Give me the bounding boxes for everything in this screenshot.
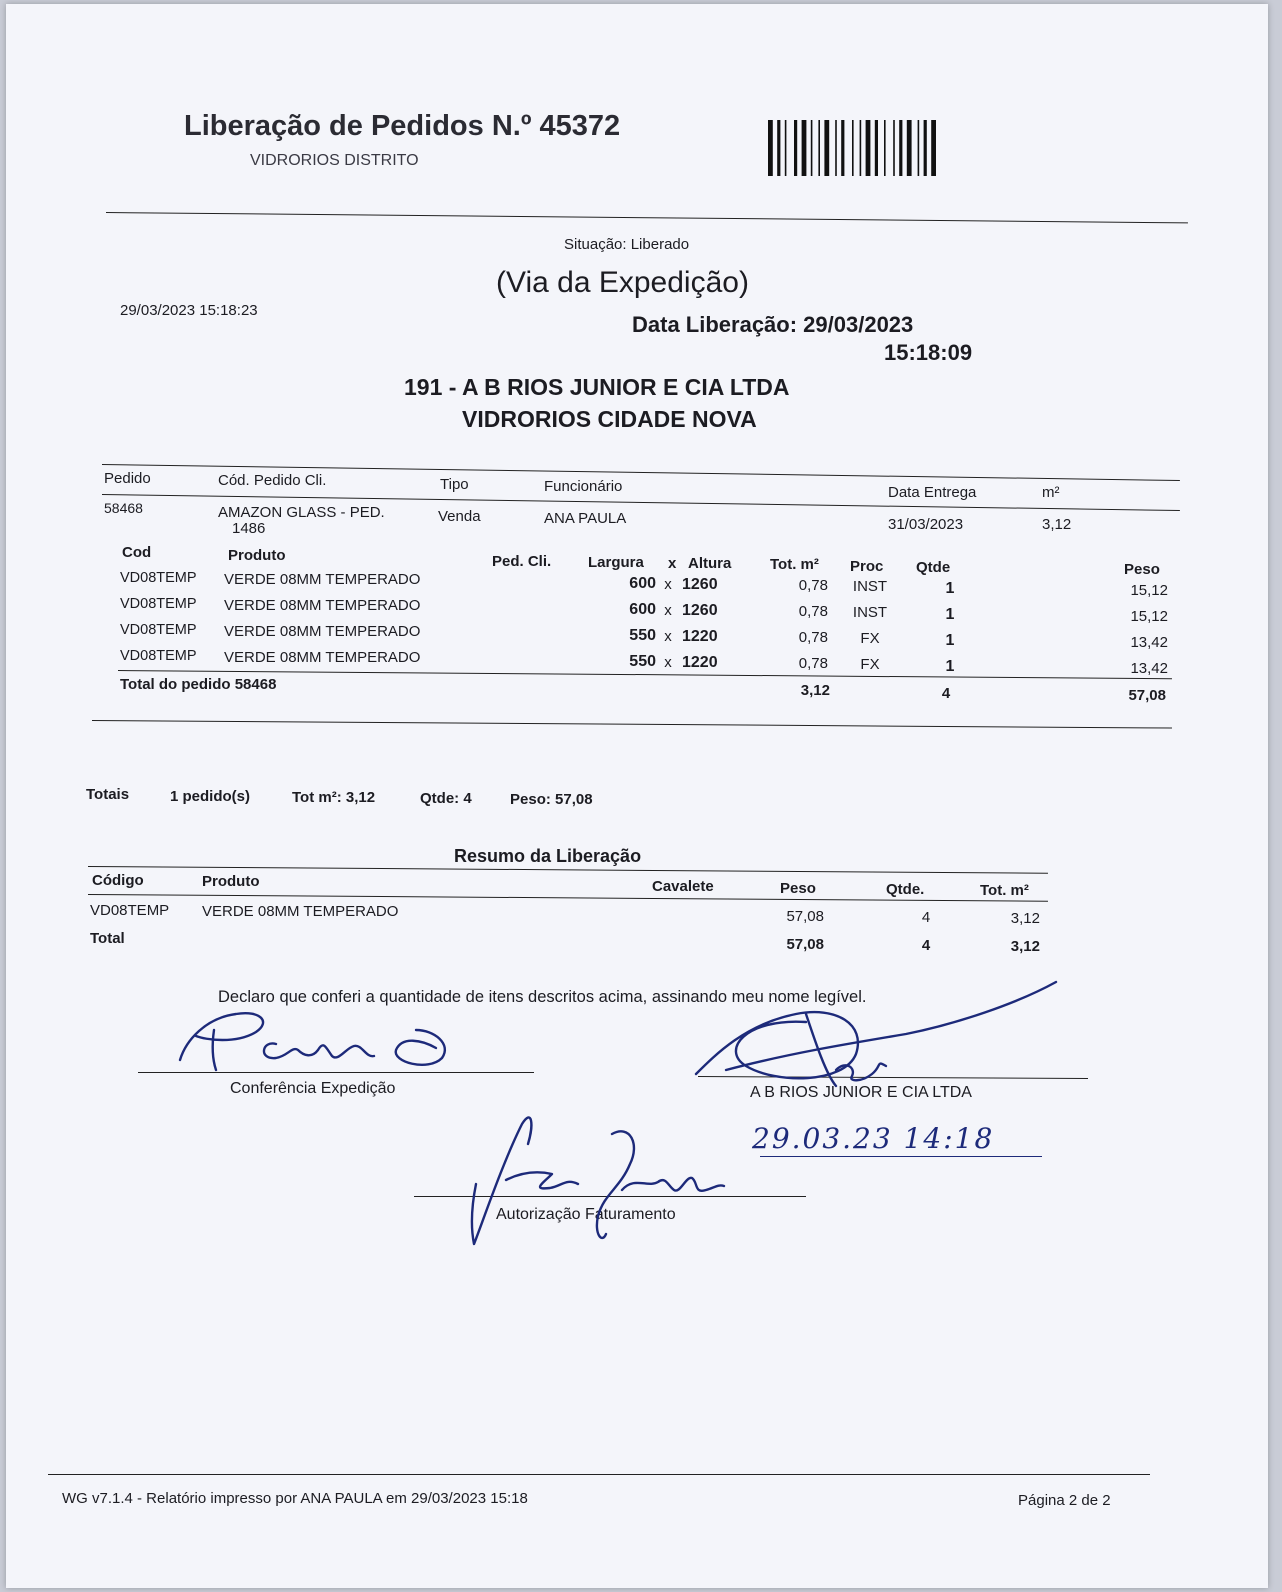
- item-cod: VD08TEMP: [120, 570, 197, 586]
- item-header-largura: Largura: [588, 554, 644, 571]
- item-header-x: x: [668, 555, 677, 572]
- document-page: [6, 4, 1268, 1588]
- signature-label-left: Conferência Expedição: [230, 1080, 396, 1097]
- item-header-proc: Proc: [850, 558, 884, 575]
- item-altura: 1220: [682, 654, 718, 671]
- summary-total-qtde: 4: [921, 937, 931, 954]
- barcode-bar: [852, 120, 854, 176]
- order-employee: ANA PAULA: [544, 510, 627, 527]
- signature-company: [686, 974, 1086, 1104]
- barcode-bar: [860, 120, 862, 176]
- order-section-end-rule: [92, 720, 1172, 729]
- item-tot-m2: 0,78: [798, 577, 828, 594]
- barcode-bar: [835, 120, 837, 176]
- item-cod: VD08TEMP: [120, 648, 197, 664]
- item-peso: 13,42: [1130, 634, 1168, 651]
- order-type: Venda: [438, 508, 481, 525]
- order-number: 58468: [104, 500, 143, 516]
- item-produto: VERDE 08MM TEMPERADO: [224, 597, 421, 614]
- barcode-bar: [841, 120, 844, 176]
- col-header-tipo: Tipo: [440, 476, 469, 493]
- footer-report-info: WG v7.1.4 - Relatório impresso por ANA PAULA em 29/03/2023 15:18: [62, 1490, 528, 1507]
- item-qtde: 1: [945, 658, 955, 675]
- barcode: [768, 120, 958, 176]
- item-qtde: 1: [945, 632, 955, 649]
- totals-qtde: Qtde: 4: [420, 790, 472, 807]
- release-date: Data Liberação: 29/03/2023: [632, 312, 914, 337]
- signature-autorizacao: [462, 1104, 732, 1254]
- col-header-data-entrega: Data Entrega: [888, 484, 977, 501]
- item-header-altura: Altura: [688, 555, 732, 572]
- summary-header-cavalete: Cavalete: [652, 878, 714, 895]
- signature-label-bottom: Autorização Faturamento: [496, 1206, 676, 1223]
- item-x: x: [664, 602, 672, 619]
- item-peso: 13,42: [1130, 660, 1168, 677]
- barcode-bar: [875, 120, 878, 176]
- summary-header-codigo: Código: [92, 872, 144, 889]
- barcode-bar: [785, 120, 787, 176]
- item-tot-m2: 0,78: [798, 629, 828, 646]
- via-title: (Via da Expedição): [496, 266, 749, 299]
- item-header-qtde: Qtde: [916, 559, 951, 576]
- summary-total-tot-m2: 3,12: [1010, 938, 1040, 955]
- barcode-bar: [794, 120, 797, 176]
- barcode-bar: [893, 120, 895, 176]
- barcode-bar: [866, 120, 871, 176]
- summary-row-tot-m2: 3,12: [1010, 910, 1040, 927]
- footer-page-number: Página 2 de 2: [1018, 1492, 1111, 1509]
- summary-row-produto: VERDE 08MM TEMPERADO: [202, 903, 399, 920]
- col-header-pedido: Pedido: [104, 470, 151, 487]
- barcode-bar: [802, 120, 807, 176]
- order-delivery-date: 31/03/2023: [888, 516, 964, 533]
- item-proc: INST: [852, 578, 888, 595]
- order-total-m2: 3,12: [800, 682, 830, 699]
- item-qtde: 1: [945, 606, 955, 623]
- item-altura: 1260: [682, 602, 718, 619]
- item-proc: FX: [860, 630, 880, 647]
- item-peso: 15,12: [1130, 582, 1168, 599]
- col-header-cod-cli: Cód. Pedido Cli.: [218, 472, 327, 489]
- handwritten-datetime: 29.03.23 14:18: [752, 1122, 995, 1155]
- item-altura: 1260: [682, 576, 718, 593]
- item-cod: VD08TEMP: [120, 622, 197, 638]
- order-m2: 3,12: [1042, 516, 1072, 533]
- item-largura: 550: [629, 653, 656, 670]
- client-name: 191 - A B RIOS JUNIOR E CIA LTDA: [404, 374, 790, 400]
- order-client-code-2: 1486: [232, 520, 266, 537]
- order-total-qtde: 4: [941, 685, 951, 702]
- item-header-cod: Cod: [122, 544, 152, 561]
- item-proc: INST: [852, 604, 888, 621]
- datetime-underline: [760, 1156, 1042, 1157]
- item-x: x: [664, 628, 672, 645]
- barcode-bar: [777, 120, 780, 176]
- item-x: x: [664, 576, 672, 593]
- barcode-bar: [924, 120, 927, 176]
- signature-conferencia: [166, 1000, 466, 1080]
- summary-total-peso: 57,08: [786, 936, 824, 953]
- item-header-produto: Produto: [228, 547, 286, 564]
- item-header-ped-cli: Ped. Cli.: [492, 553, 552, 570]
- declaration-text: Declaro que conferi a quantidade de itens descritos acima, assinando meu nome legível.: [218, 988, 867, 1006]
- item-header-peso: Peso: [1124, 561, 1160, 578]
- summary-row-qtde: 4: [921, 909, 931, 926]
- totals-peso: Peso: 57,08: [510, 791, 593, 808]
- totals-m2: Tot m²: 3,12: [292, 789, 376, 806]
- item-produto: VERDE 08MM TEMPERADO: [224, 649, 421, 666]
- barcode-bar: [884, 120, 886, 176]
- item-altura: 1220: [682, 628, 718, 645]
- item-largura: 600: [629, 575, 656, 592]
- barcode-bar: [824, 120, 829, 176]
- release-time: 15:18:09: [884, 340, 973, 365]
- totals-orders: 1 pedido(s): [170, 788, 251, 805]
- item-produto: VERDE 08MM TEMPERADO: [224, 623, 421, 640]
- printed-timestamp: 29/03/2023 15:18:23: [120, 302, 258, 319]
- item-header-tot-m2: Tot. m²: [770, 556, 819, 573]
- order-total-label: Total do pedido 58468: [120, 676, 277, 693]
- totals-label: Totais: [86, 786, 130, 803]
- status-text: Situação: Liberado: [564, 236, 690, 253]
- summary-title: Resumo da Liberação: [454, 846, 642, 866]
- barcode-bar: [918, 120, 920, 176]
- item-tot-m2: 0,78: [798, 603, 828, 620]
- signature-label-right: A B RIOS JUNIOR E CIA LTDA: [750, 1084, 972, 1101]
- header-divider: [106, 212, 1188, 223]
- barcode-bar: [768, 120, 773, 176]
- barcode-bar: [907, 120, 912, 176]
- order-total-peso: 57,08: [1128, 687, 1166, 704]
- item-tot-m2: 0,78: [798, 655, 828, 672]
- footer-rule: [48, 1474, 1150, 1475]
- summary-row-codigo: VD08TEMP: [90, 902, 170, 919]
- summary-header-produto: Produto: [202, 873, 260, 890]
- order-client-code: AMAZON GLASS - PED.: [218, 504, 385, 521]
- barcode-bar: [931, 120, 936, 176]
- summary-row-peso: 57,08: [786, 908, 824, 925]
- item-cod: VD08TEMP: [120, 596, 197, 612]
- barcode-bar: [899, 120, 902, 176]
- document-subtitle: VIDRORIOS DISTRITO: [250, 152, 419, 169]
- item-qtde: 1: [945, 580, 955, 597]
- item-largura: 550: [629, 627, 656, 644]
- item-proc: FX: [860, 656, 880, 673]
- document-title: Liberação de Pedidos N.º 45372: [184, 110, 621, 142]
- summary-header-peso: Peso: [780, 880, 816, 897]
- barcode-bar: [818, 120, 820, 176]
- col-header-m2: m²: [1042, 484, 1060, 501]
- summary-header-tot-m2: Tot. m²: [980, 882, 1029, 899]
- client-branch: VIDRORIOS CIDADE NOVA: [462, 406, 757, 432]
- col-header-funcionario: Funcionário: [544, 478, 623, 495]
- item-peso: 15,12: [1130, 608, 1168, 625]
- summary-header-qtde: Qtde.: [886, 881, 925, 898]
- item-produto: VERDE 08MM TEMPERADO: [224, 571, 421, 588]
- barcode-bar: [811, 120, 813, 176]
- summary-total-label: Total: [90, 930, 125, 947]
- item-x: x: [664, 654, 672, 671]
- item-largura: 600: [629, 601, 656, 618]
